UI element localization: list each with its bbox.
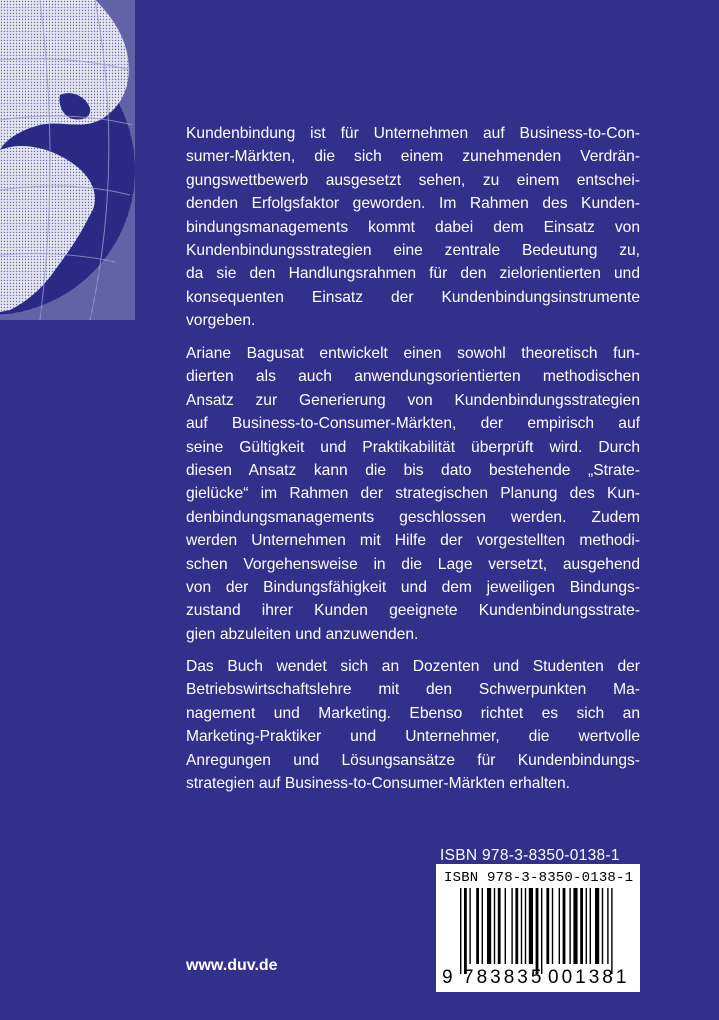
text-line: strategien auf Business-to-Consumer-Märkten erhalten.: [186, 775, 570, 793]
text-line: gielücke“ im Rahmen der strategischen Planung des Kun-: [186, 485, 640, 503]
text-line: auf Business-to-Consumer-Märkten, der empirisch auf: [186, 415, 640, 433]
text-line: da sie den Handlungsrahmen für den zielorientierten und: [186, 265, 640, 283]
website-url: www.duv.de: [186, 957, 278, 974]
barcode-bar: [487, 888, 491, 964]
text-line: zustand ihrer Kunden geeignete Kundenbindungsstrate-: [186, 602, 640, 620]
barcode-bar: [607, 888, 608, 964]
barcode-bar: [546, 888, 549, 964]
text-line: werden Unternehmen mit Hilfe der vorgestellten methodi-: [186, 532, 640, 550]
barcode-bar: [580, 888, 583, 964]
barcode-bar: [494, 888, 495, 964]
barcode-bar: [515, 888, 518, 964]
text-line: bindungsmanagements kommt dabei dem Einsatz von: [186, 218, 640, 236]
text-line: seine Gültigkeit und Praktikabilität überprüft wird. Durch: [186, 438, 640, 456]
description-paragraph-2: [186, 342, 640, 646]
globe-illustration: [0, 0, 135, 320]
isbn-label: ISBN 978-3-8350-0138-1: [440, 847, 620, 864]
barcode-digits-left: 783835: [463, 967, 545, 988]
barcode-bar: [586, 888, 587, 964]
barcode-bar: [505, 888, 506, 964]
barcode-bar: [590, 888, 591, 964]
barcode-digit-first: 9: [442, 967, 453, 988]
text-line: Kundenbindung ist für Unternehmen auf Business-to-Con-: [186, 125, 640, 142]
barcode-bar: [602, 888, 603, 964]
text-line: diesen Ansatz kann die bis dato bestehende „Strate-: [186, 462, 640, 480]
description-paragraph-1: [186, 122, 640, 333]
text-line: konsequenten Einsatz der Kundenbindungsinstrumente: [186, 288, 640, 306]
barcode-bar: [469, 888, 470, 964]
text-line: schen Vorgehensweise in die Lage versetzt, ausgehend: [186, 555, 640, 573]
barcode-isbn-text: ISBN 978-3-8350-0138-1: [444, 870, 634, 886]
barcode-bar: [476, 888, 479, 964]
barcode-bar: [521, 888, 522, 964]
barcode-bar: [563, 888, 566, 964]
barcode-digits-right: 001381: [548, 967, 630, 988]
barcode-bar: [498, 888, 501, 964]
text-line: denden Erfolgsfaktor geworden. Im Rahmen des Kunden-: [186, 195, 640, 213]
text-line: Das Buch wendet sich an Dozenten und Studenten der: [186, 658, 640, 675]
barcode-bar: [573, 888, 577, 964]
barcode-bar: [569, 888, 570, 964]
barcode-bar: [536, 888, 539, 974]
barcode-bar: [595, 888, 599, 964]
barcode-bar: [559, 888, 560, 964]
text-line: Betriebswirtschaftslehre mit den Schwerpunkten Ma-: [186, 681, 640, 699]
barcode: [436, 864, 640, 992]
barcode-bar: [482, 888, 483, 964]
barcode-bar: [525, 888, 526, 964]
barcode-bar: [511, 888, 512, 964]
text-line: denbindungsmanagements geschlossen werden. Zudem: [186, 508, 640, 526]
text-line: Marketing-Praktiker und Unternehmer, die wertvolle: [186, 728, 640, 746]
text-line: dierten als auch anwendungsorientierten methodischen: [186, 368, 640, 386]
text-line: gien abzuleiten und anzuwenden.: [186, 625, 419, 643]
text-line: nagement und Marketing. Ebenso richtet es sich an: [186, 704, 640, 722]
text-line: Ansatz zur Generierung von Kundenbindungsstrategien: [186, 391, 640, 409]
barcode-bar: [611, 888, 612, 974]
text-line: von der Bindungsfähigkeit und dem jeweiligen Bindungs-: [186, 579, 640, 597]
text-line: Ariane Bagusat entwickelt einen sowohl theoretisch fun-: [186, 345, 640, 362]
text-line: vorgeben.: [186, 312, 256, 330]
barcode-bar: [460, 888, 461, 974]
text-line: gungswettbewerb ausgesetzt sehen, zu einem entschei-: [186, 171, 640, 189]
barcode-bars: [444, 888, 634, 974]
text-line: sumer-Märkten, die sich einem zunehmenden Verdrän-: [186, 148, 640, 166]
barcode-bar: [529, 888, 533, 964]
barcode-bar: [541, 888, 542, 974]
barcode-bar: [552, 888, 553, 964]
description-paragraph-3: [186, 655, 640, 795]
barcode-bar: [464, 888, 467, 974]
text-line: Kundenbindungsstrategien eine zentrale Bedeutung zu,: [186, 242, 640, 260]
text-line: Anregungen und Lösungsansätze für Kundenbindungs-: [186, 751, 640, 769]
